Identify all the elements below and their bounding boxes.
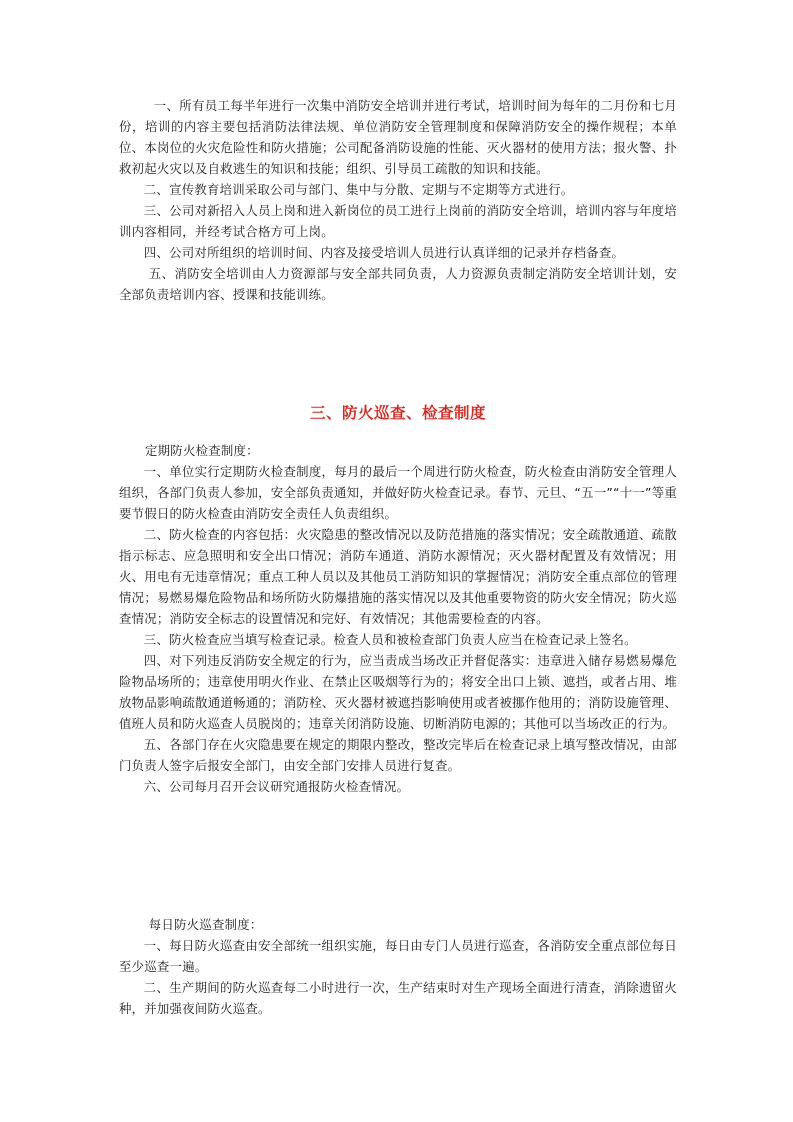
regular-check-item-6: 六、公司每月召开会议研究通报防火检查情况。	[143, 779, 410, 794]
regular-check-item-1: 一、单位实行定期防火检查制度，每月的最后一个周进行防火检查，防火检查由消防安全管理人组织，各部门负责人参加，安全部负责通知，并做好防火检查记录。春节、元旦、“五一”“十一”等重要节假日的防火检查由消防安全责任人负责组织。	[119, 464, 677, 521]
training-paragraph-1: 一、所有员工每半年进行一次集中消防安全培训并进行考试，培训时间为每年的二月份和七月份，培训的内容主要包括消防法律法规、单位消防安全管理制度和保障消防安全的操作规程；本单位、本岗位的火灾危险性和防火措施；公司配备消防设施的性能、灭火器材的使用方法；报火警、扑救初起火灾以及自救逃生的知识和技能；组织、引导员工疏散的知识和技能。	[119, 98, 677, 176]
training-paragraph-4: 四、公司对所组织的培训时间、内容及接受培训人员进行认真详细的记录并存档备查。	[143, 245, 625, 260]
daily-patrol-item-1: 一、每日防火巡查由安全部统一组织实施，每日由专门人员进行巡查，各消防安全重点部位每日至少巡查一遍。	[119, 938, 677, 974]
daily-patrol-section	[119, 914, 677, 1019]
training-paragraph-2: 二、宣传教育培训采取公司与部门、集中与分散、定期与不定期等方式进行。	[143, 182, 574, 197]
regular-check-item-4: 四、对下列违反消防安全规定的行为，应当责成当场改正并督促落实：违章进入储存易燃易爆危险物品场所的；违章使用明火作业、在禁止区吸烟等行为的；将安全出口上锁、遮挡，或者占用、堆放物品影响疏散通道畅通的；消防栓、灭火器材被遮挡影响使用或者被挪作他用的；消防设施管理、值班人员和防火巡查人员脱岗的；违章关闭消防设施、切断消防电源的；其他可以当场改正的行为。	[119, 653, 677, 731]
training-section	[119, 95, 677, 305]
training-paragraph-3: 三、公司对新招入人员上岗和进入新岗位的员工进行上岗前的消防安全培训，培训内容与年度培训内容相同，并经考试合格方可上岗。	[119, 203, 677, 239]
regular-check-item-5: 五、各部门存在火灾隐患要在规定的期限内整改，整改完毕后在检查记录上填写整改情况，由部门负责人签字后报安全部门，由安全部门安排人员进行复查。	[119, 737, 677, 773]
section-heading: 三、防火巡查、检查制度	[309, 404, 486, 422]
training-paragraph-5: 五、消防安全培训由人力资源部与安全部共同负责，人力资源负责制定消防安全培训计划，安全部负责培训内容、授课和技能训练。	[119, 266, 677, 302]
regular-check-title: 定期防火检查制度：	[145, 443, 259, 458]
regular-check-item-3: 三、防火检查应当填写检查记录。检查人员和被检查部门负责人应当在检查记录上签名。	[143, 632, 637, 647]
daily-patrol-item-2: 二、生产期间的防火巡查每二小时进行一次，生产结束时对生产现场全面进行清查，消除遗留火种，并加强夜间防火巡查。	[119, 980, 677, 1016]
regular-check-section	[119, 440, 677, 797]
regular-check-item-2: 二、防火检查的内容包括：火灾隐患的整改情况以及防范措施的落实情况；安全疏散通道、疏散指示标志、应急照明和安全出口情况；消防车通道、消防水源情况；灭火器材配置及有效情况；用火、用电有无违章情况；重点工种人员以及其他员工消防知识的掌握情况；消防安全重点部位的管理情况；易燃易爆危险物品和场所防火防爆措施的落实情况以及其他重要物资的防火安全情况；防火巡查情况；消防安全标志的设置情况和完好、有效情况；其他需要检查的内容。	[119, 527, 677, 626]
daily-patrol-title: 每日防火巡查制度：	[148, 917, 263, 932]
